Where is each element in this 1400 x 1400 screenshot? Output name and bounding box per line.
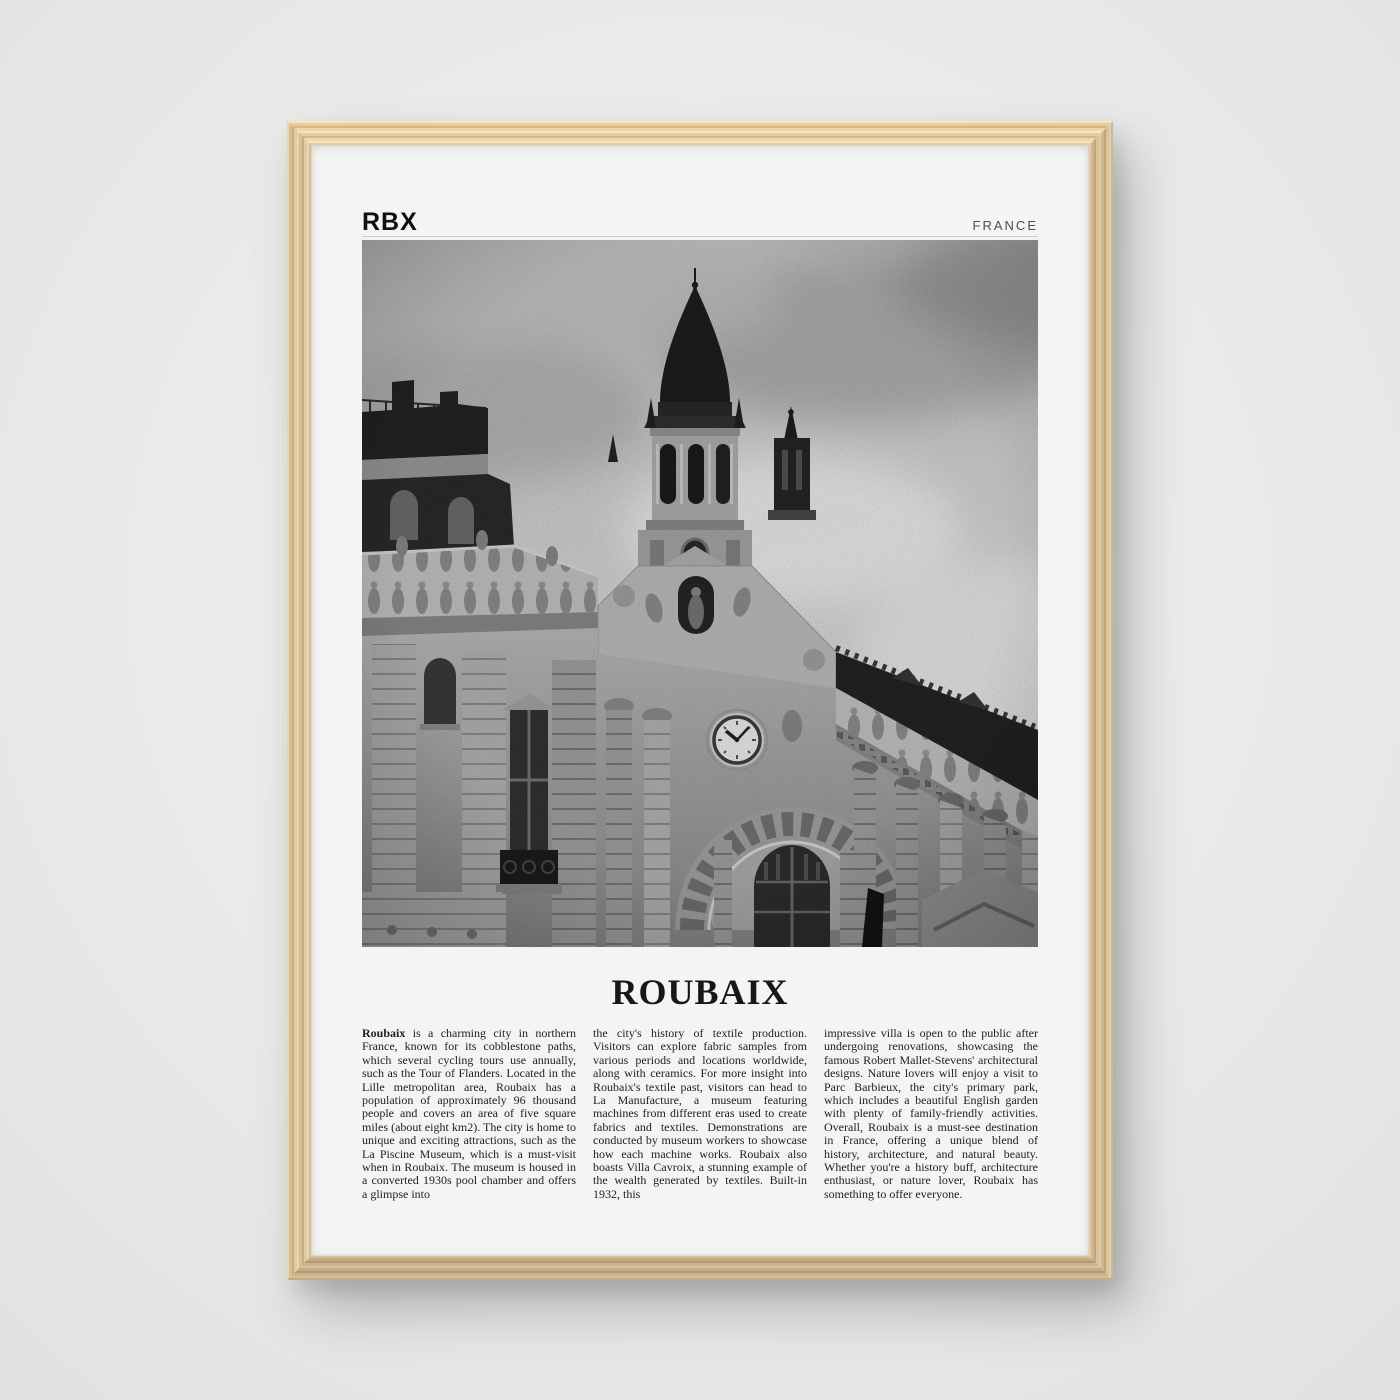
poster-title: ROUBAIX [611,972,789,1012]
picture-frame [287,121,1113,1280]
body-column-1-text: is a charming city in northern France, known for its cobblestone paths, which several cycling tours use annually, such as the Tour of Flanders. Located in the Lille metropolitan area, Roubaix has a population of approximately 96 thousand people and covers an area of five square miles (about eight km2). The city is home to unique and exciting attractions, such as the La Piscine Museum, which is a must-visit when in Roubaix. The museum is housed in a converted 1930s pool chamber and offers a glimpse into [362,1026,576,1201]
body-column-3: impressive villa is open to the public after undergoing renovations, showcasing the famous Robert Mallet-Stevens' architectural designs. Nature lovers will enjoy a visit to Parc Barbieux, the city's primary park, which includes a beautiful English garden with plenty of family-friendly activities. Overall, Roubaix is a must-see destination in France, offering a unique blend of history, architecture, and natural beauty. Whether you're a history buff, architecture enthusiast, or nature lover, Roubaix has something to offer everyone. [824,1026,1038,1201]
lead-word: Roubaix [362,1026,406,1040]
header-divider [362,236,1038,237]
frame-rail-right [1089,121,1113,1280]
poster-content [362,145,1038,1256]
photo-grain [362,240,1038,947]
body-column-2: the city's history of textile production. Visitors can explore fabric samples from various periods and locations worldwide, along with ceramics. For more insight into Roubaix's textile past, visitors can head to La Manufacture, a museum featuring machines from different eras used to create fabrics and textiles. Demonstrations are conducted by museum workers to showcase how each machine works. Roubaix also boasts Villa Cavroix, a stunning example of the wealth generated by textiles. Built-in 1932, this [593,1026,807,1201]
body-text [362,1027,1038,1201]
city-abbreviation: RBX [362,208,418,236]
frame-rail-left [287,121,311,1280]
country-label: FRANCE [972,218,1038,233]
frame-rail-bottom [287,1256,1113,1280]
frame-rail-top [287,121,1113,145]
poster-paper [311,145,1089,1256]
body-column-1 [362,1027,576,1201]
poster-header [362,205,1038,235]
city-photo-illustration [362,240,1038,947]
city-photo [362,240,1038,947]
